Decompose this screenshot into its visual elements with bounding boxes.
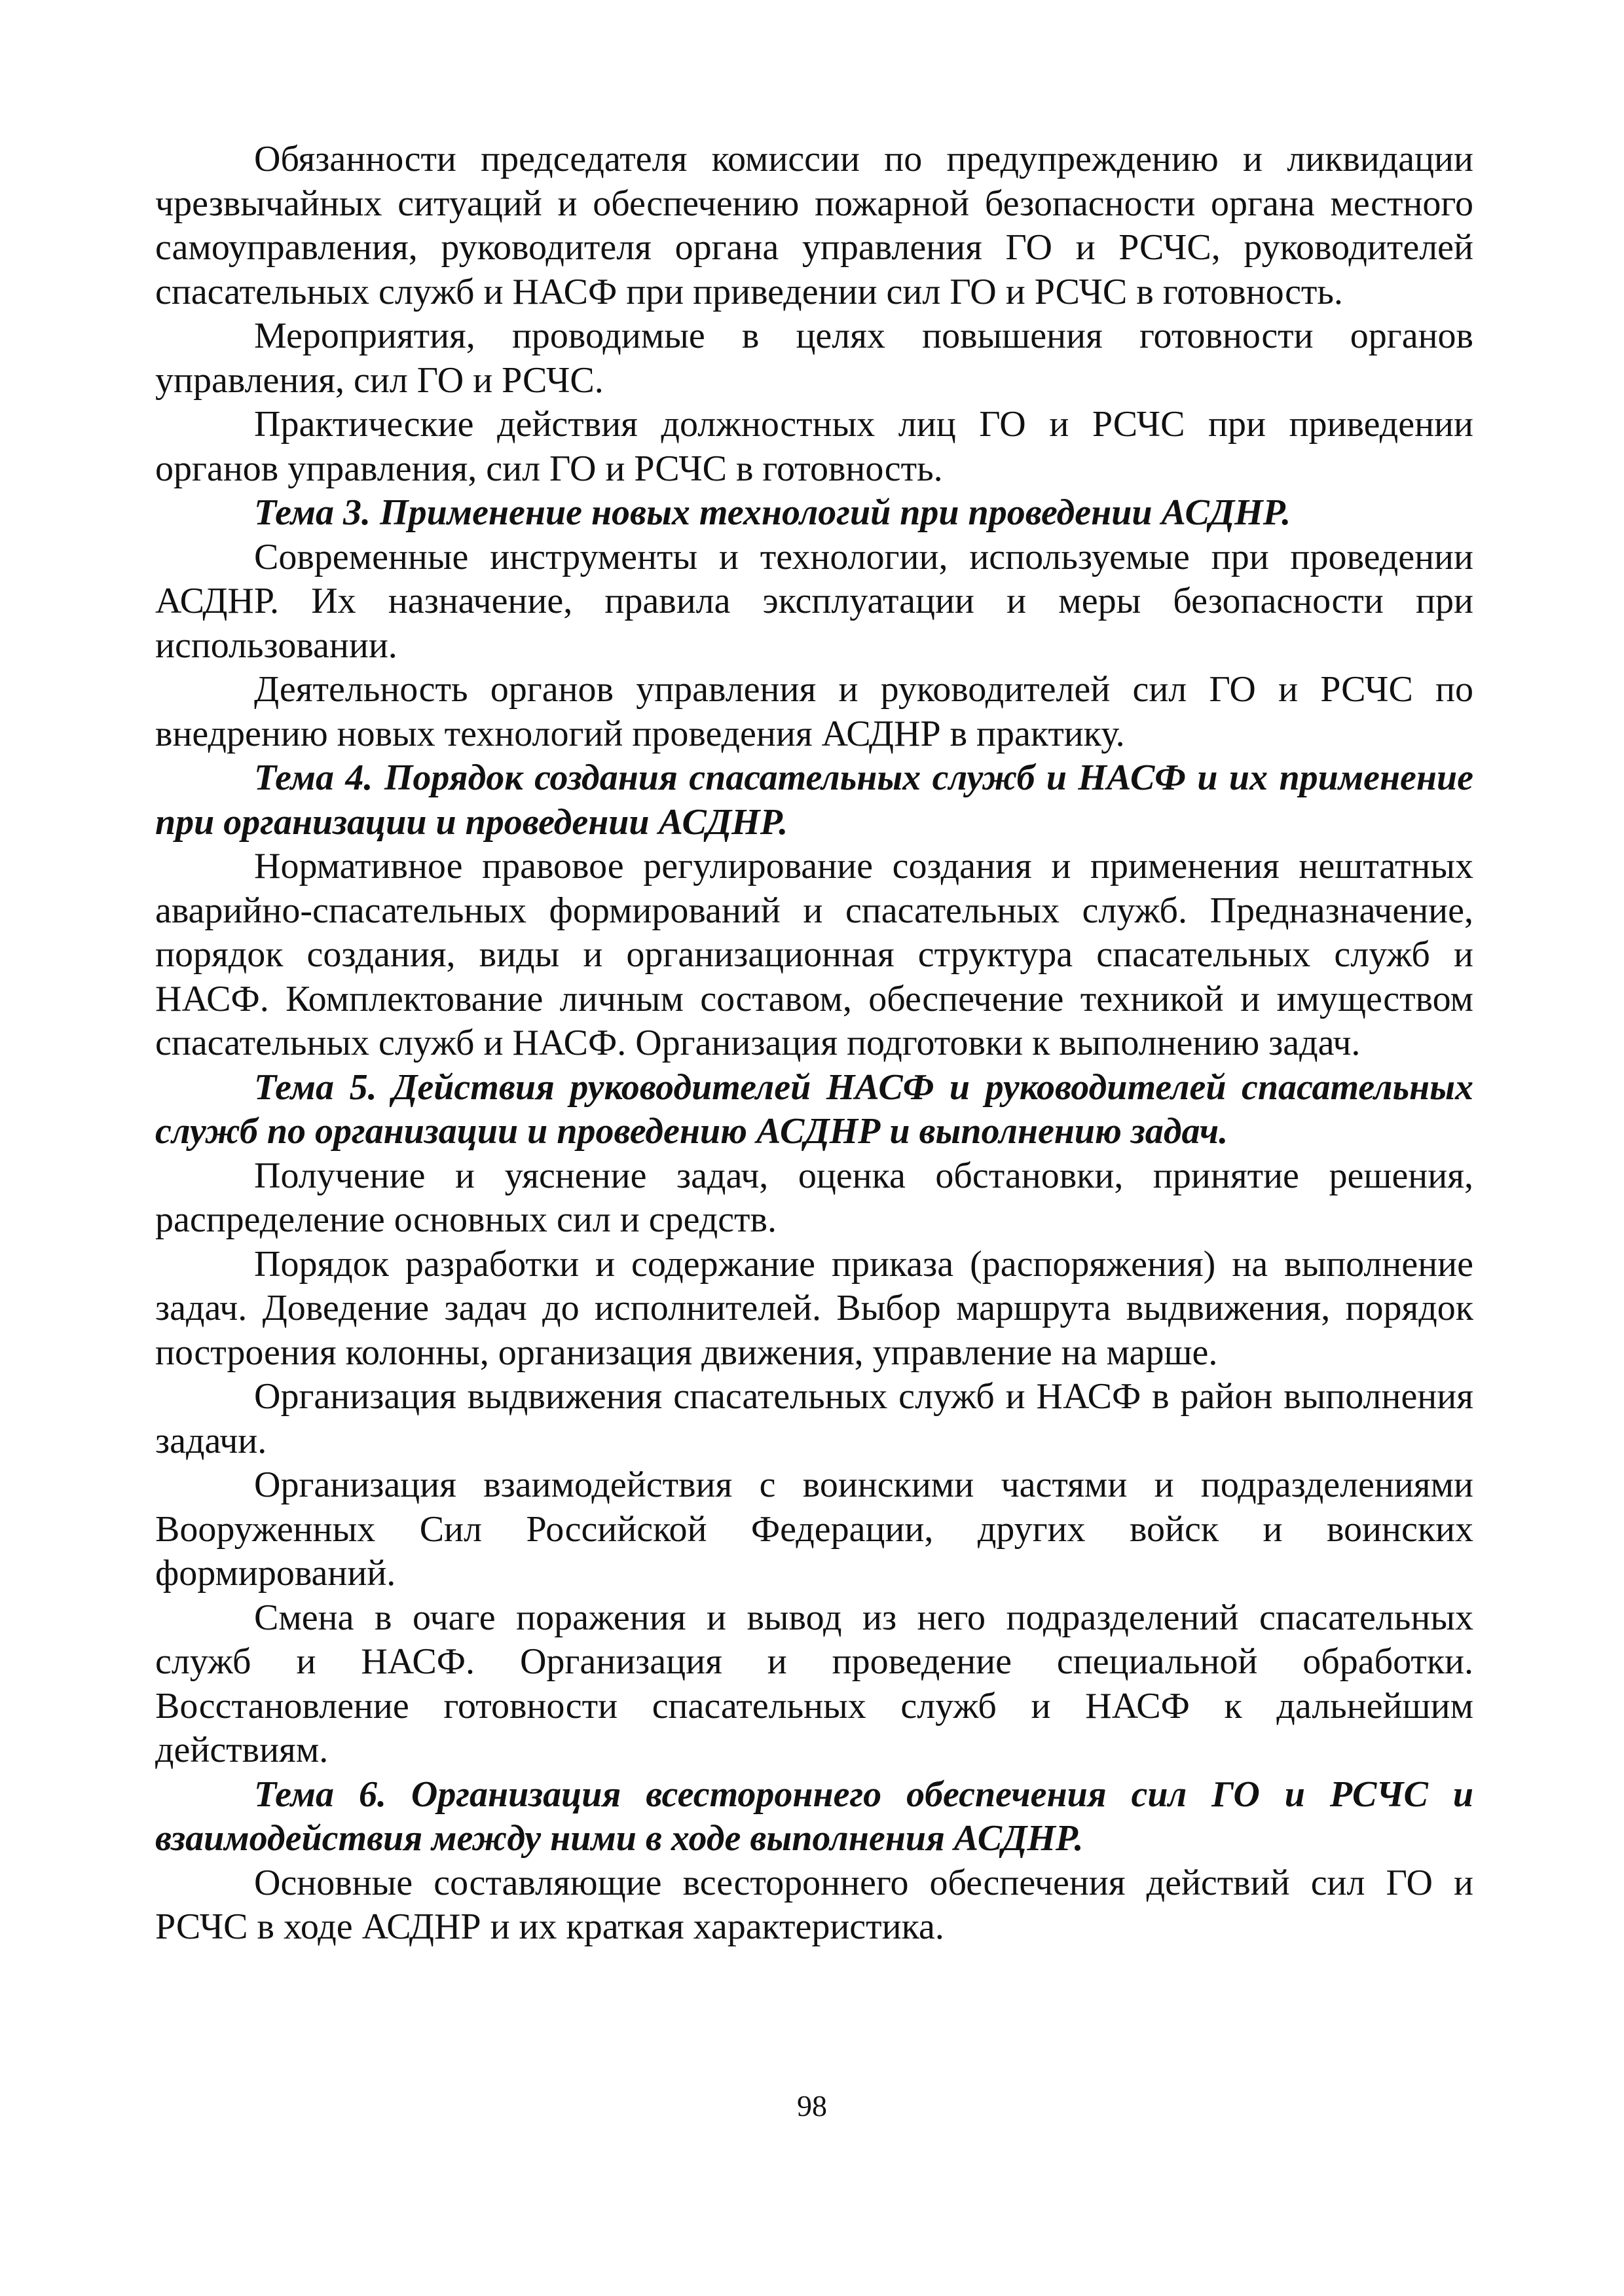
paragraph: Деятельность органов управления и руководителей сил ГО и РСЧС по внедрению новых технологий проведения АСДНР в практику. bbox=[155, 669, 1473, 754]
document-page bbox=[155, 137, 1473, 1950]
paragraph: Порядок разработки и содержание приказа (распоряжения) на выполнение задач. Доведение задач до исполнителей. Выбор маршрута выдвижения, порядок построения колонны, организация движения, управление на марше. bbox=[155, 1243, 1473, 1373]
paragraph: Получение и уяснение задач, оценка обстановки, принятие решения, распределение основных сил и средств. bbox=[155, 1155, 1473, 1240]
paragraph: Организация взаимодействия с воинскими частями и подразделениями Вооруженных Сил Российской Федерации, других войск и воинских формирований. bbox=[155, 1465, 1473, 1594]
paragraph: Смена в очаге поражения и вывод из него подразделений спасательных служб и НАСФ. Организация и проведение специальной обработки. Восстановление готовности спасательных служб и НАСФ к дальнейшим действиям. bbox=[155, 1597, 1473, 1770]
topic-heading-3: Тема 3. Применение новых технологий при проведении АСДНР. bbox=[254, 492, 1291, 533]
paragraph: Основные составляющие всестороннего обеспечения действий сил ГО и РСЧС в ходе АСДНР и их краткая характеристика. bbox=[155, 1862, 1473, 1947]
topic-heading-5: Тема 5. Действия руководителей НАСФ и руководителей спасательных служб по организации и проведению АСДНР и выполнению задач. bbox=[155, 1066, 1473, 1152]
paragraph: Мероприятия, проводимые в целях повышения готовности органов управления, сил ГО и РСЧС. bbox=[155, 316, 1473, 401]
paragraph: Нормативное правовое регулирование создания и применения нештатных аварийно-спасательных формирований и спасательных служб. Предназначение, порядок создания, виды и организационная структура спасательных служб и НАСФ. Комплектование личным составом, обеспечение техникой и имуществом спасательных служб и НАСФ. Организация подготовки к выполнению задач. bbox=[155, 846, 1473, 1063]
page-number: 98 bbox=[797, 2089, 827, 2123]
topic-heading-4: Тема 4. Порядок создания спасательных служб и НАСФ и их применение при организации и проведении АСДНР. bbox=[155, 757, 1473, 843]
paragraph: Практические действия должностных лиц ГО и РСЧС при приведении органов управления, сил ГО и РСЧС в готовность. bbox=[155, 404, 1473, 489]
topic-heading-6: Тема 6. Организация всестороннего обеспечения сил ГО и РСЧС и взаимодействия между ними в ходе выполнения АСДНР. bbox=[155, 1774, 1473, 1859]
paragraph: Современные инструменты и технологии, используемые при проведении АСДНР. Их назначение, правила эксплуатации и меры безопасности при использовании. bbox=[155, 536, 1473, 666]
paragraph: Организация выдвижения спасательных служб и НАСФ в район выполнения задачи. bbox=[155, 1376, 1473, 1461]
paragraph: Обязанности председателя комиссии по предупреждению и ликвидации чрезвычайных ситуаций и обеспечению пожарной безопасности органа местного самоуправления, руководителя органа управления ГО и РСЧС, руководителей спасательных служб и НАСФ при приведении сил ГО и РСЧС в готовность. bbox=[155, 139, 1473, 312]
